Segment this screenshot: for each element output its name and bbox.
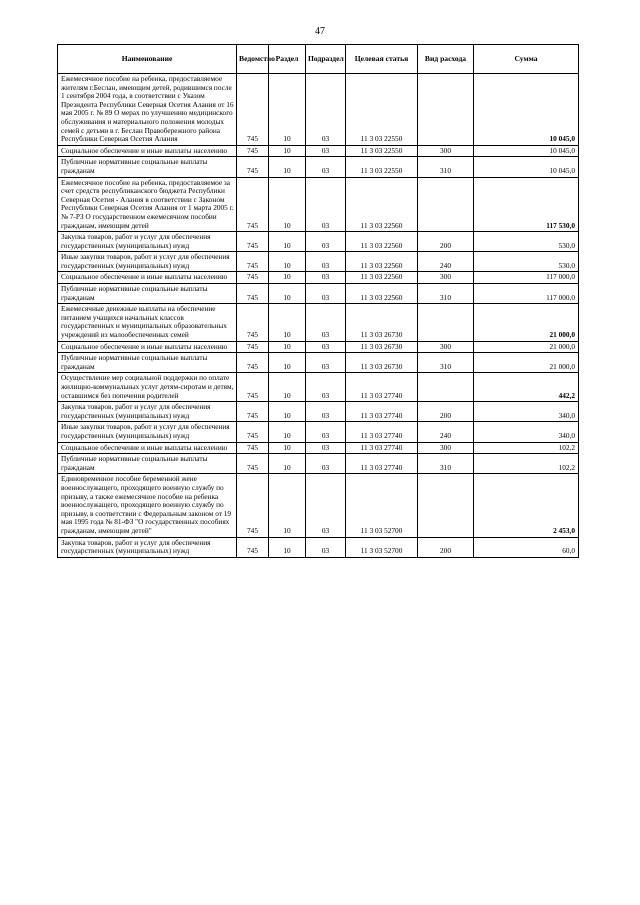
row-subsection: 03	[306, 353, 346, 373]
row-target: 11 3 03 52700	[346, 474, 418, 537]
row-sum: 442,2	[474, 373, 579, 402]
header-subsection: Подраздел	[306, 45, 346, 74]
row-dept: 745	[237, 157, 269, 177]
row-expense: 300	[418, 272, 474, 284]
row-name: Ежемесячное пособие на ребенка, предоставляемое жителям г.Беслан, имеющим детей, родившимся после 1 сентября 2004 года, в соответствии с Указом Президента Республики Северная Осетия Алания от 16 мая 2005 г. № 89 О мерах по улучшению медицинского обслуживания и материального положения молодых семей с детьми в г. Беслан Правобережного района Республики Северная Осетия Алания	[58, 74, 237, 146]
header-expense: Вид расхода	[418, 45, 474, 74]
row-target: 11 3 03 22560	[346, 177, 418, 232]
row-expense	[418, 474, 474, 537]
header-row	[58, 45, 579, 74]
row-expense: 200	[418, 537, 474, 557]
row-section: 10	[269, 177, 306, 232]
header-name: Наименование	[58, 45, 237, 74]
row-dept: 745	[237, 373, 269, 402]
header-dept: Ведомство	[237, 45, 269, 74]
row-dept: 745	[237, 74, 269, 146]
row-section: 10	[269, 353, 306, 373]
row-subsection: 03	[306, 232, 346, 252]
row-subsection: 03	[306, 304, 346, 341]
table-row	[58, 252, 579, 272]
row-sum: 10 045,0	[474, 74, 579, 146]
row-section: 10	[269, 474, 306, 537]
header-target: Целевая статья	[346, 45, 418, 74]
row-expense	[418, 373, 474, 402]
row-subsection: 03	[306, 373, 346, 402]
row-dept: 745	[237, 454, 269, 474]
row-sum: 117 000,0	[474, 272, 579, 284]
row-subsection: 03	[306, 474, 346, 537]
row-sum: 340,0	[474, 402, 579, 422]
row-dept: 745	[237, 422, 269, 442]
row-expense	[418, 74, 474, 146]
row-name: Ежемесячные денежные выплаты на обеспечение питанием учащихся начальных классов государственных и муниципальных образовательных учреждений из малообеспеченных семей	[58, 304, 237, 341]
row-sum: 10 045,0	[474, 145, 579, 157]
row-expense: 310	[418, 157, 474, 177]
row-sum: 21 000,0	[474, 341, 579, 353]
row-expense: 310	[418, 353, 474, 373]
row-name: Социальное обеспечение и иные выплаты населению	[58, 272, 237, 284]
row-dept: 745	[237, 537, 269, 557]
row-dept: 745	[237, 177, 269, 232]
row-dept: 745	[237, 353, 269, 373]
table-row	[58, 537, 579, 557]
row-name: Иные закупки товаров, работ и услуг для обеспечения государственных (муниципальных) нужд	[58, 422, 237, 442]
row-target: 11 3 03 22560	[346, 252, 418, 272]
row-subsection: 03	[306, 284, 346, 304]
page-number: 47	[315, 26, 325, 37]
row-subsection: 03	[306, 422, 346, 442]
row-name: Закупка товаров, работ и услуг для обеспечения государственных (муниципальных) нужд	[58, 537, 237, 557]
table-row	[58, 74, 579, 146]
row-section: 10	[269, 422, 306, 442]
row-dept: 745	[237, 402, 269, 422]
table-row	[58, 442, 579, 454]
row-name: Иные закупки товаров, работ и услуг для обеспечения государственных (муниципальных) нужд	[58, 252, 237, 272]
row-name: Социальное обеспечение и иные выплаты населению	[58, 341, 237, 353]
header-section: Раздел	[269, 45, 306, 74]
row-sum: 117 000,0	[474, 284, 579, 304]
table-row	[58, 157, 579, 177]
table-row	[58, 402, 579, 422]
table-row	[58, 177, 579, 232]
row-section: 10	[269, 232, 306, 252]
row-target: 11 3 03 27740	[346, 422, 418, 442]
table-row	[58, 284, 579, 304]
row-section: 10	[269, 252, 306, 272]
row-sum: 340,0	[474, 422, 579, 442]
row-section: 10	[269, 145, 306, 157]
row-name: Публичные нормативные социальные выплаты гражданам	[58, 353, 237, 373]
row-subsection: 03	[306, 252, 346, 272]
table-row	[58, 474, 579, 537]
row-target: 11 3 03 52700	[346, 537, 418, 557]
row-expense	[418, 304, 474, 341]
row-target: 11 3 03 27740	[346, 454, 418, 474]
table-row	[58, 304, 579, 341]
row-subsection: 03	[306, 442, 346, 454]
header-sum: Сумма	[474, 45, 579, 74]
row-target: 11 3 03 26730	[346, 304, 418, 341]
row-section: 10	[269, 454, 306, 474]
row-subsection: 03	[306, 157, 346, 177]
row-name: Публичные нормативные социальные выплаты гражданам	[58, 284, 237, 304]
row-section: 10	[269, 341, 306, 353]
row-subsection: 03	[306, 272, 346, 284]
row-name: Публичные нормативные социальные выплаты гражданам	[58, 454, 237, 474]
row-subsection: 03	[306, 454, 346, 474]
row-expense	[418, 177, 474, 232]
row-expense: 310	[418, 454, 474, 474]
row-dept: 745	[237, 304, 269, 341]
table-row	[58, 341, 579, 353]
row-expense: 200	[418, 402, 474, 422]
row-subsection: 03	[306, 537, 346, 557]
row-dept: 745	[237, 474, 269, 537]
table-row	[58, 145, 579, 157]
row-subsection: 03	[306, 177, 346, 232]
table-row	[58, 422, 579, 442]
row-target: 11 3 03 27740	[346, 442, 418, 454]
row-expense: 240	[418, 252, 474, 272]
row-name: Закупка товаров, работ и услуг для обеспечения государственных (муниципальных) нужд	[58, 402, 237, 422]
row-section: 10	[269, 537, 306, 557]
row-sum: 60,0	[474, 537, 579, 557]
row-target: 11 3 03 27740	[346, 402, 418, 422]
row-expense: 300	[418, 341, 474, 353]
row-name: Ежемесячное пособие на ребенка, предоставляемое за счет средств республиканского бюджета Республики Северная Осетия - Алания в соответствии с Законом Республики Северная Осетия Алания от 1 марта 2005 г. № 7-РЗ О государственном ежемесячном пособии гражданам, имеющим детей	[58, 177, 237, 232]
row-dept: 745	[237, 145, 269, 157]
row-subsection: 03	[306, 74, 346, 146]
row-dept: 745	[237, 272, 269, 284]
row-dept: 745	[237, 284, 269, 304]
row-subsection: 03	[306, 402, 346, 422]
budget-table	[57, 44, 579, 558]
row-subsection: 03	[306, 341, 346, 353]
row-expense: 310	[418, 284, 474, 304]
row-sum: 530,0	[474, 232, 579, 252]
row-dept: 745	[237, 252, 269, 272]
row-expense: 240	[418, 422, 474, 442]
table-row	[58, 373, 579, 402]
table-row	[58, 353, 579, 373]
row-section: 10	[269, 272, 306, 284]
row-sum: 102,2	[474, 442, 579, 454]
row-name: Единовременное пособие беременной жене военнослужащего, проходящего военную службу по призыву, а также ежемесячное пособие на ребенка военнослужащего, проходящего военную службу по призыву, в соответствии с Федеральным законом от 19 мая 1995 года № 81-ФЗ "О государственных пособиях гражданам, имеющим детей"	[58, 474, 237, 537]
row-name: Осуществление мер социальной поддержки по оплате жилищно-коммунальных услуг детям-сиротам и детям, оставшимся без попечения родителей	[58, 373, 237, 402]
row-target: 11 3 03 22550	[346, 145, 418, 157]
row-sum: 21 000,0	[474, 353, 579, 373]
row-expense: 200	[418, 232, 474, 252]
row-expense: 300	[418, 145, 474, 157]
row-target: 11 3 03 22560	[346, 232, 418, 252]
row-sum: 2 453,0	[474, 474, 579, 537]
row-section: 10	[269, 304, 306, 341]
row-section: 10	[269, 157, 306, 177]
row-section: 10	[269, 74, 306, 146]
row-target: 11 3 03 26730	[346, 341, 418, 353]
row-target: 11 3 03 26730	[346, 353, 418, 373]
row-sum: 102,2	[474, 454, 579, 474]
row-target: 11 3 03 27740	[346, 373, 418, 402]
row-expense: 300	[418, 442, 474, 454]
row-target: 11 3 03 22560	[346, 272, 418, 284]
row-sum: 530,0	[474, 252, 579, 272]
row-sum: 10 045,0	[474, 157, 579, 177]
row-name: Публичные нормативные социальные выплаты гражданам	[58, 157, 237, 177]
row-section: 10	[269, 442, 306, 454]
table-body	[58, 74, 579, 558]
row-dept: 745	[237, 232, 269, 252]
row-section: 10	[269, 402, 306, 422]
row-name: Закупка товаров, работ и услуг для обеспечения государственных (муниципальных) нужд	[58, 232, 237, 252]
table-row	[58, 232, 579, 252]
table-row	[58, 454, 579, 474]
row-target: 11 3 03 22550	[346, 74, 418, 146]
row-name: Социальное обеспечение и иные выплаты населению	[58, 145, 237, 157]
table-row	[58, 272, 579, 284]
row-section: 10	[269, 373, 306, 402]
row-name: Социальное обеспечение и иные выплаты населению	[58, 442, 237, 454]
row-section: 10	[269, 284, 306, 304]
row-sum: 117 530,0	[474, 177, 579, 232]
row-subsection: 03	[306, 145, 346, 157]
row-target: 11 3 03 22560	[346, 284, 418, 304]
row-sum: 21 000,0	[474, 304, 579, 341]
row-target: 11 3 03 22550	[346, 157, 418, 177]
row-dept: 745	[237, 341, 269, 353]
row-dept: 745	[237, 442, 269, 454]
